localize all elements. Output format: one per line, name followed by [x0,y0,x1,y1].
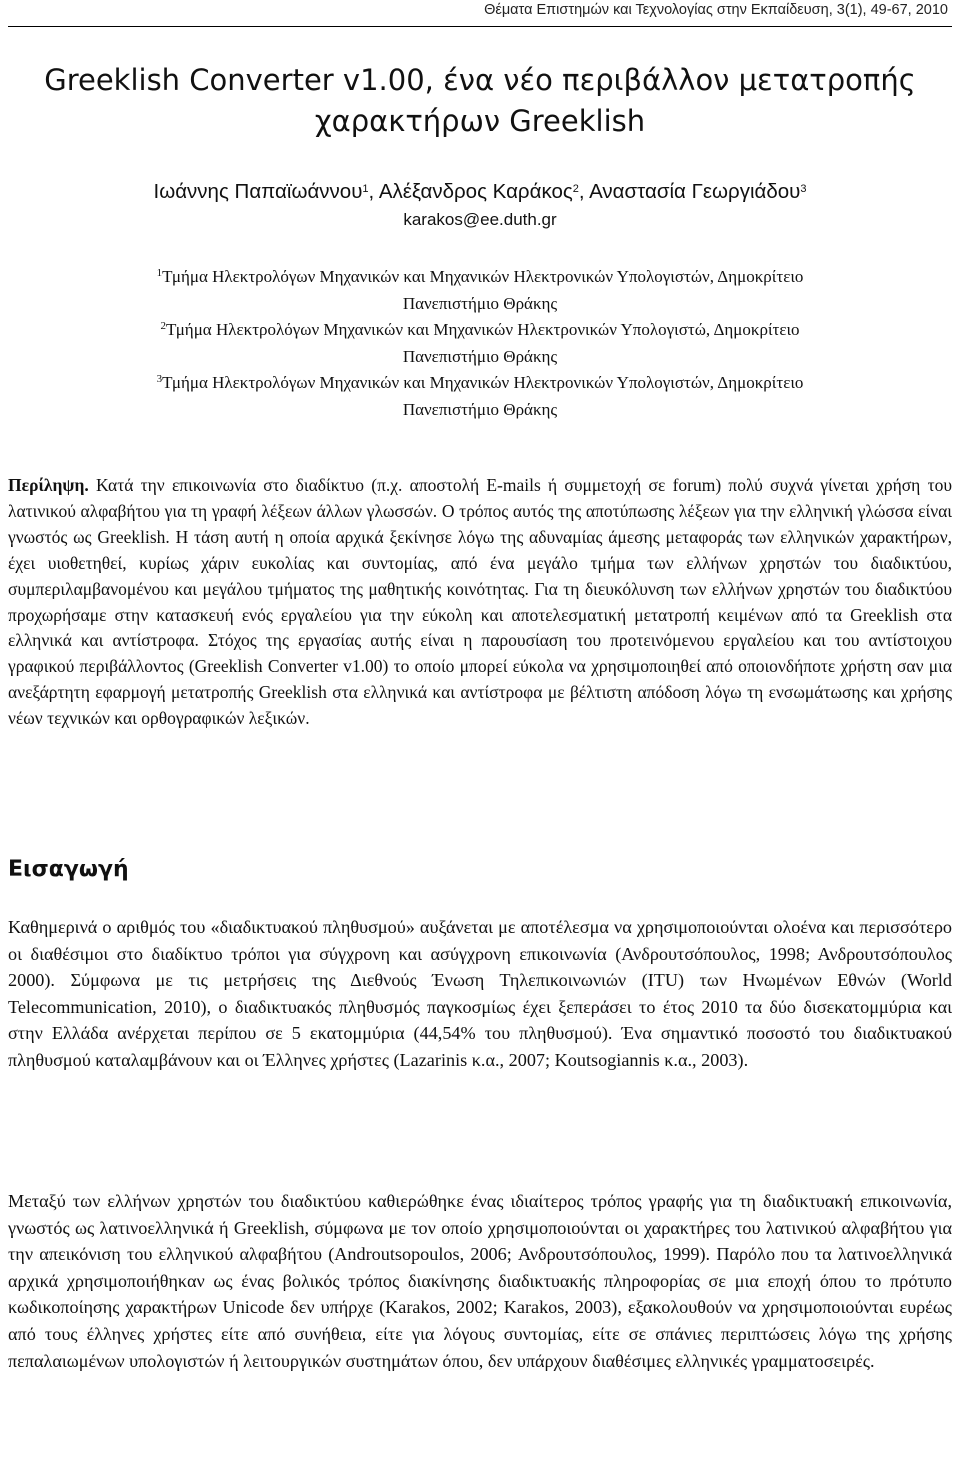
paper-title [0,60,960,142]
title-line-2: χαρακτήρων Greeklish [314,104,646,138]
abstract-text: Κατά την επικοινωνία στο διαδίκτυο (π.χ. αποστολή E-mails ή συμμετοχή σε forum) πολύ συχνά γίνεται χρήση του λατινικού αλφαβήτου για τη γραφή λέξεων άλλων γλωσσών. Ο τρόπος αυτός της αποτύπωσης λέξεων για την ελληνική γλώσσα είναι γνωστός ως Greeklish. Η τάση αυτή η οποία αρχικά ξεκίνησε λόγω της αδυναμίας άμεσης μεταφοράς των ελληνικών χαρακτήρων, έχει υιοθετηθεί, κυρίως χάριν ευκολίας και συντομίας, από ένα μεγάλο τμήμα των ελλήνων χρηστών του διαδικτύου, συμπεριλαμβανομένου και μεγάλου τμήματος της μαθητικής κοινότητας. Για τη διευκόλυνση των ελλήνων χρηστών του διαδικτύου προχωρήσαμε στην κατασκευή ενός εργαλείου για την εύκολη και αποτελεσματική μετατροπή κειμένων από τα Greeklish στα ελληνικά και αντίστροφα. Στόχος της εργασίας αυτής είναι η παρουσίαση του προτεινόμενου εργαλείου και του αντίστοιχου γραφικού περιβάλλοντος (Greeklish Converter v1.00) το οποίο μπορεί εύκολα να χρησιμοποιηθεί από οποιονδήποτε χρήστη σαν μια ανεξάρτητη εφαρμογή μετατροπής Greeklish στα ελληνικά και αντίστροφα με βέλτιστη απόδοση λόγω τη ενσωμάτωσης και χρήσης νέων τεχνικών και ορθογραφικών λεξικών. [8,475,953,729]
affiliation-line [0,264,960,291]
abstract-label: Περίληψη. [8,475,89,495]
affiliation-text: Τμήμα Ηλεκτρολόγων Μηχανικών και Μηχανικών Ηλεκτρονικών Υπολογιστώ, Δημοκρίτειο [165,320,800,340]
affiliation-mark: 2 [160,320,166,333]
header-divider [8,26,952,27]
affiliation-text: Τμήμα Ηλεκτρολόγων Μηχανικών και Μηχανικών Ηλεκτρονικών Υπολογιστών, Δημοκρίτειο [162,373,804,393]
author-name: Ιωάννης Παπαϊωάννου [153,180,363,203]
section-heading: Εισαγωγή [8,857,129,882]
affiliation-mark: 1 [156,267,163,279]
author-separator: , [578,180,590,203]
body-paragraph: Καθημερινά ο αριθμός του «διαδικτυακού πληθυσμού» αυξάνεται με αποτέλεσμα να χρησιμοποιούνται ολοένα και περισσότερο οι διαθέσιμοι στο διαδίκτυο τρόποι για σύγχρονη και ασύγχρονη επικοινωνία (Ανδρουτσόπουλος, 1998; Ανδρουτσόπουλος 2000). Σύμφωνα με τις μετρήσεις της Διεθνούς Ένωση Τηλεπικοινωνιών (ITU) των Ηνωμένων Εθνών (World Telecommunication, 2010), ο διαδικτυακός πληθυσμός παγκοσμίως έχει ξεπεράσει το έτος 2010 τα δύο δισεκατομμύρια και στην Ελλάδα ανέρχεται περίπου σε 5 εκατομμύρια (44,54% του πληθυσμού). Ένα σημαντικό ποσοστό του διαδικτυακού πληθυσμού καταλαμβάνουν και οι Έλληνες χρήστες (Lazarinis κ.α., 2007; Koutsogiannis κ.α., 2003). [8,917,952,1070]
body-paragraph: Μεταξύ των ελλήνων χρηστών του διαδικτύου καθιερώθηκε ένας ιδιαίτερος τρόπος γραφής για τη διαδικτυακή επικοινωνία, γνωστός ως λατινοελληνικά ή Greeklish, σύμφωνα με τον οποίο χρησιμοποιούνται οι χαρακτήρες του λατινικού αλφαβήτου για την απεικόνιση του ελληνικού αλφαβήτου (Androutsopoulos, 2006; Ανδρουτσόπουλος, 1999). Παρόλο που τα λατινοελληνικά αρχικά χρησιμοποιήθηκαν ως ένας βολικός τρόπος διακίνησης διαδικτυακής πληροφορίας σε μια εποχή όπου το πρότυπο κωδικοποίησης χαρακτήρων Unicode δεν υπήρχε (Karakos, 2002; Karakos, 2003), εξακολουθούν να χρησιμοποιούνται ευρέως από τους έλληνες χρήστες είτε από συνήθεια, είτε για λόγους συντομίας, είτε σε σπάνιες περιπτώσεις λόγω της χρήσης πεπαλαιωμένων υπολογιστών ή λειτουργικών συστημάτων όπου, δεν υπάρχουν διαθέσιμες ελληνικές γραμματοσειρές. [8,1191,952,1371]
author-affiliation-mark: 2 [572,183,579,195]
affiliation-list [0,264,960,424]
author-name: Αλέξανδρος Καράκος [378,180,573,203]
contact-email: karakos@ee.duth.gr [403,210,557,229]
journal-header: Θέματα Επιστημών και Τεχνολογίας στην Εκπαίδευση, 3(1), 49-67, 2010 [484,2,948,18]
affiliation-line-cont: Πανεπιστήμιο Θράκης [402,346,558,366]
author-affiliation-mark: 3 [800,183,807,195]
author-list [0,180,960,204]
affiliation-line [0,317,960,344]
affiliation-line-cont: Πανεπιστήμιο Θράκης [402,399,558,419]
affiliation-mark: 3 [156,373,163,386]
author-name: Αναστασία Γεωργιάδου [589,180,801,203]
author-affiliation-mark: 1 [362,183,369,195]
abstract [8,473,952,732]
affiliation-line [0,370,960,397]
affiliation-line-cont: Πανεπιστήμιο Θράκης [402,293,558,313]
title-line-1: Greeklish Converter v1.00, ένα νέο περιβάλλον μετατροπής [44,63,916,97]
affiliation-text: Τμήμα Ηλεκτρολόγων Μηχανικών και Μηχανικών Ηλεκτρονικών Υπολογιστών, Δημοκρίτειο [162,267,804,286]
author-separator: , [368,180,379,203]
